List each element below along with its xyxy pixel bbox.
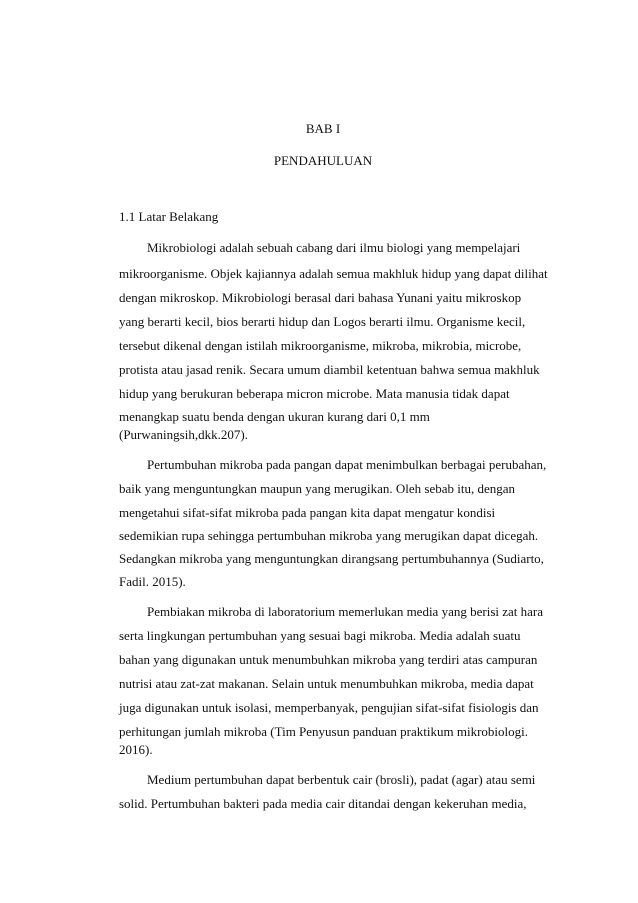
section-heading: 1.1 Latar Belakang	[119, 209, 219, 224]
text-line: perhitungan jumlah mikroba (Tim Penyusun panduan praktikum mikrobiologi.	[119, 724, 528, 739]
text-line: hidup yang berukuran beberapa micron microbe. Mata manusia tidak dapat	[119, 386, 510, 401]
text-line: Mikrobiologi adalah sebuah cabang dari ilmu biologi yang mempelajari	[147, 240, 521, 255]
text-line: yang berarti kecil, bios berarti hidup dan Logos berarti ilmu. Organisme kecil,	[119, 314, 526, 329]
text-line: (Purwaningsih,dkk.207).	[119, 427, 248, 442]
text-line: protista atau jasad renik. Secara umum diambil ketentuan bahwa semua makhluk	[119, 362, 540, 377]
text-line: sedemikian rupa sehingga pertumbuhan mikroba yang merugikan dapat dicegah.	[119, 528, 539, 543]
text-line: juga digunakan untuk isolasi, memperbanyak, pengujian sifat-sifat fisiologis dan	[119, 700, 539, 715]
text-line: Sedangkan mikroba yang menguntungkan dirangsang pertumbuhannya (Sudiarto,	[119, 551, 544, 566]
text-line: dengan mikroskop. Mikrobiologi berasal dari bahasa Yunani yaitu mikroskop	[119, 290, 522, 305]
text-line: baik yang menguntungkan maupun yang merugikan. Oleh sebab itu, dengan	[119, 481, 516, 496]
chapter-number: BAB I	[305, 121, 341, 136]
text-line: bahan yang digunakan untuk menumbuhkan mikroba yang terdiri atas campuran	[119, 652, 538, 667]
text-line: Pertumbuhan mikroba pada pangan dapat menimbulkan berbagai perubahan,	[147, 457, 547, 472]
text-line: nutrisi atau zat-zat makanan. Selain untuk menumbuhkan mikroba, media dapat	[119, 676, 534, 691]
text-line: Medium pertumbuhan dapat berbentuk cair (brosli), padat (agar) atau semi	[147, 772, 536, 787]
text-line: mengetahui sifat-sifat mikroba pada pangan kita dapat mengatur kondisi	[119, 505, 496, 520]
text-line: Pembiakan mikroba di laboratorium memerlukan media yang berisi zat hara	[147, 604, 544, 619]
text-line: Fadil. 2015).	[119, 574, 186, 589]
text-line: tersebut dikenal dengan istilah mikroorganisme, mikroba, mikrobia, microbe,	[119, 338, 522, 353]
text-line: solid. Pertumbuhan bakteri pada media cair ditandai dengan kekeruhan media,	[119, 796, 527, 811]
text-line: serta lingkungan pertumbuhan yang sesuai bagi mikroba. Media adalah suatu	[119, 628, 521, 643]
text-line: mikroorganisme. Objek kajiannya adalah semua makhluk hidup yang dapat dilihat	[119, 266, 548, 281]
text-line: 2016).	[119, 742, 153, 757]
text-line: menangkap suatu benda dengan ukuran kurang dari 0,1 mm	[119, 409, 430, 424]
chapter-title: PENDAHULUAN	[273, 153, 373, 168]
